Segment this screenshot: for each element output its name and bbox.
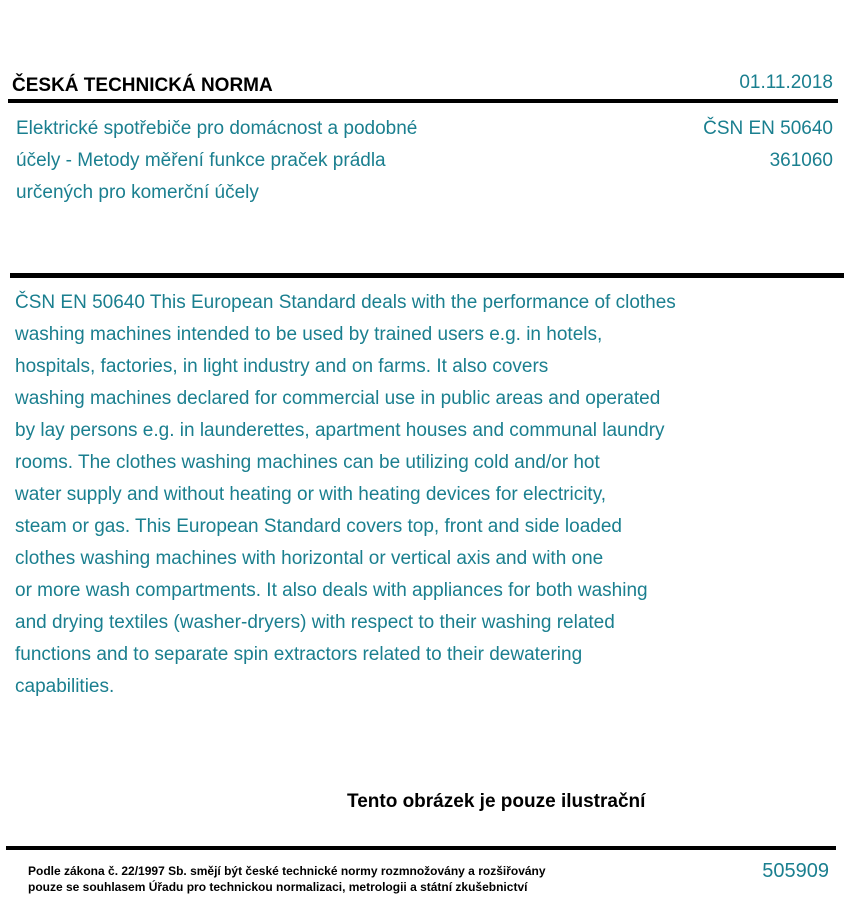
abstract-line: ČSN EN 50640 This European Standard deals with the performance of clothes [15,292,676,313]
legal-notice-line: Podle zákona č. 22/1997 Sb. smějí být české technické normy rozmnožovány a rozšiřovány [28,864,546,878]
document-title-line: určených pro komerční účely [16,182,259,203]
abstract-line: washing machines declared for commercial use in public areas and operated [15,388,661,409]
document-title [16,113,576,209]
document-title-line: účely - Metody měření funkce praček prádla [16,150,386,171]
publication-date: 01.11.2018 [739,72,833,93]
header-title: ČESKÁ TECHNICKÁ NORMA [12,75,273,96]
document-number: 505909 [762,860,829,882]
legal-notice [28,863,546,895]
abstract-line: by lay persons e.g. in launderettes, apartment houses and communal laundry [15,420,665,441]
abstract-line: rooms. The clothes washing machines can be utilizing cold and/or hot [15,452,600,473]
top-divider [8,99,838,103]
abstract-line: or more wash compartments. It also deals with appliances for both washing [15,580,648,601]
bottom-divider [6,846,836,850]
document-title-line: Elektrické spotřebiče pro domácnost a podobné [16,118,418,139]
abstract-line: functions and to separate spin extractors related to their dewatering [15,644,583,665]
abstract-line: and drying textiles (washer-dryers) with respect to their washing related [15,612,615,633]
document-codes [703,113,833,177]
class-code: 361060 [769,150,833,171]
abstract-text [15,287,815,703]
abstract-line: steam or gas. This European Standard covers top, front and side loaded [15,516,622,537]
illustration-note: Tento obrázek je pouze ilustrační [347,791,646,812]
middle-divider [10,273,844,278]
abstract-line: water supply and without heating or with heating devices for electricity, [15,484,607,505]
standard-code: ČSN EN 50640 [703,118,833,139]
abstract-line: washing machines intended to be used by trained users e.g. in hotels, [15,324,603,345]
legal-notice-line: pouze se souhlasem Úřadu pro technickou normalizaci, metrologii a státní zkušebnictví [28,880,528,894]
abstract-line: hospitals, factories, in light industry and on farms. It also covers [15,356,549,377]
abstract-line: capabilities. [15,676,115,697]
abstract-line: clothes washing machines with horizontal or vertical axis and with one [15,548,604,569]
